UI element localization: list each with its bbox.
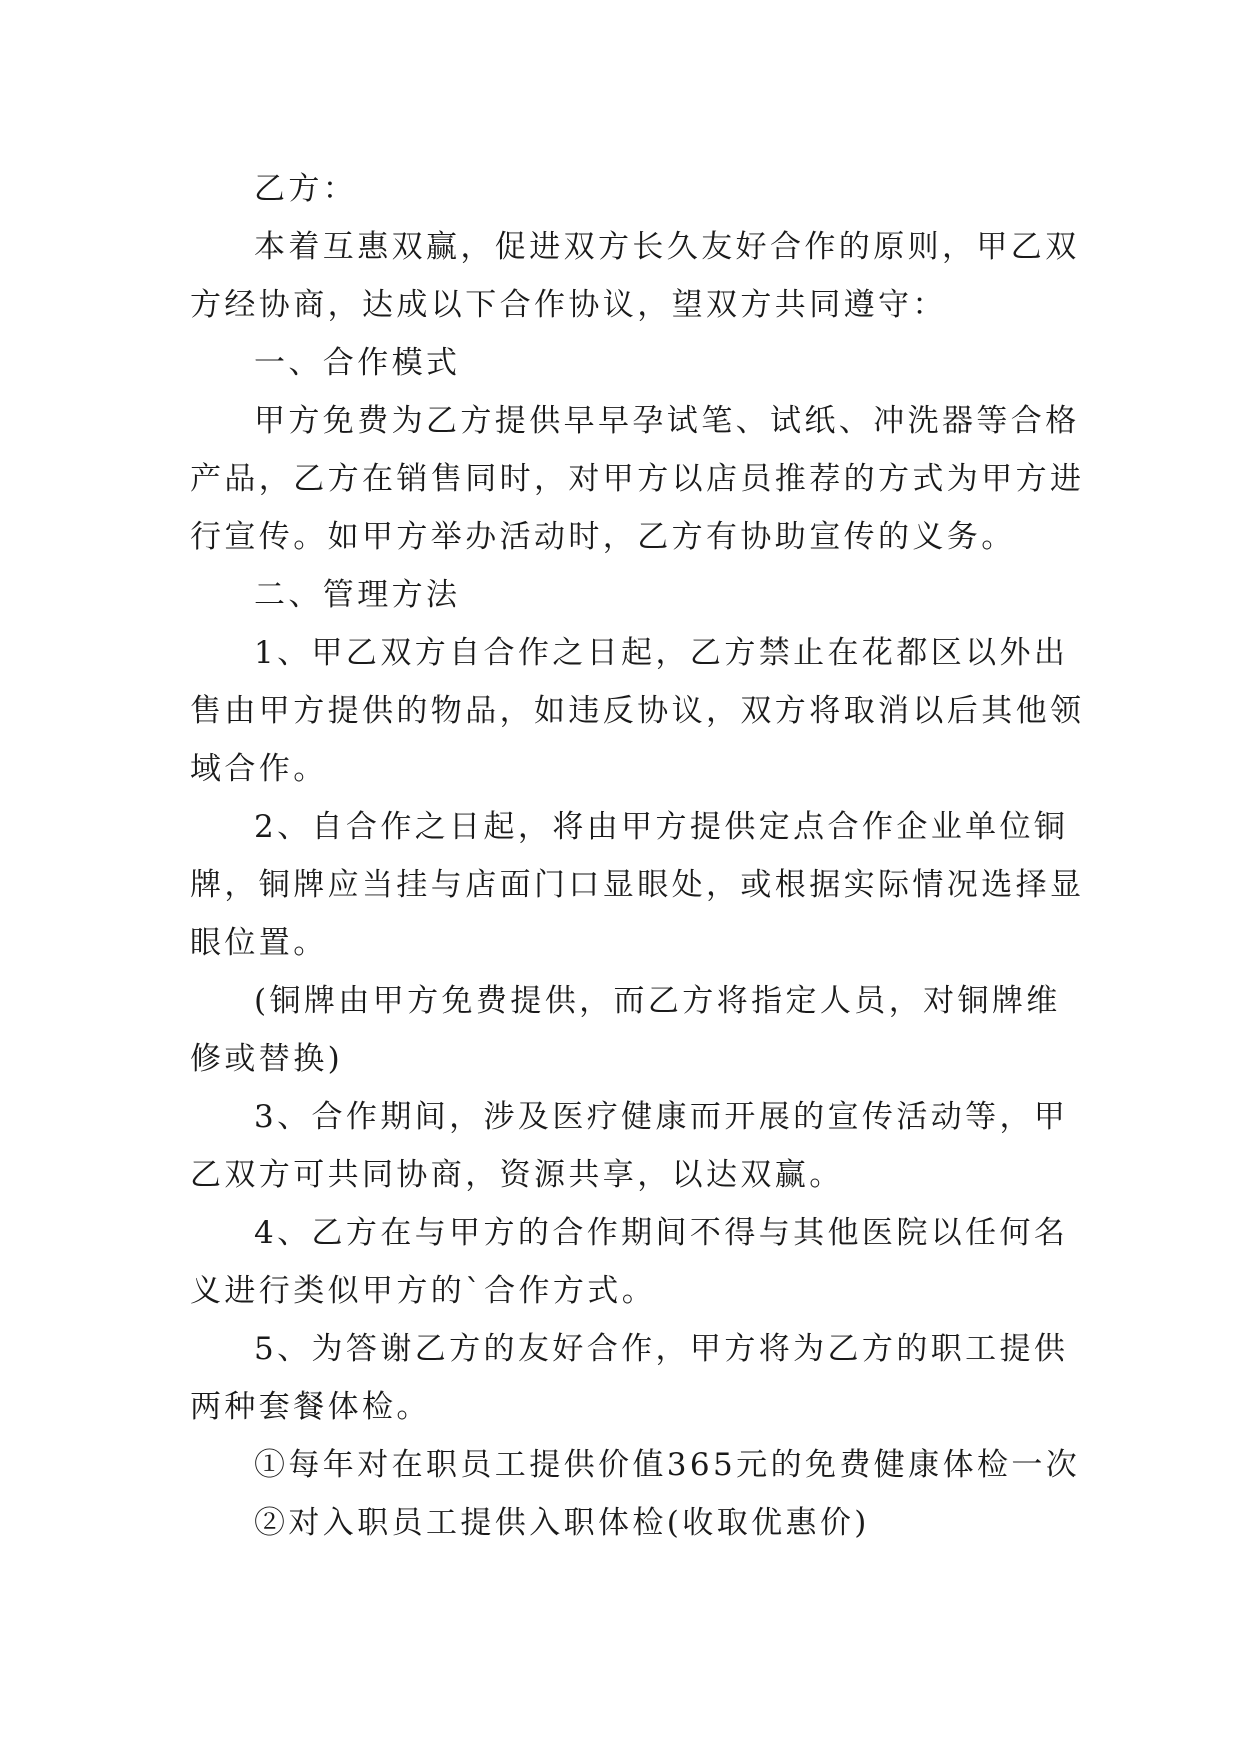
text-line: 牌，铜牌应当挂与店面门口显眼处，或根据实际情况选择显	[190, 867, 1085, 903]
text-line: (铜牌由甲方免费提供，而乙方将指定人员，对铜牌维	[254, 983, 1061, 1019]
section-heading: 一、合作模式	[254, 345, 461, 381]
text-line: 甲方免费为乙方提供早早孕试笔、试纸、冲洗器等合格	[254, 403, 1080, 439]
text-line: 乙双方可共同协商，资源共享，以达双赢。	[190, 1157, 844, 1193]
text-line: 域合作。	[190, 751, 328, 787]
text-line: 1、甲乙双方自合作之日起，乙方禁止在花都区以外出	[254, 635, 1069, 671]
text-line: 3、合作期间，涉及医疗健康而开展的宣传活动等，甲	[254, 1099, 1069, 1135]
text-line: 产品，乙方在销售同时，对甲方以店员推荐的方式为甲方进	[190, 461, 1085, 497]
text-line: 5、为答谢乙方的友好合作，甲方将为乙方的职工提供	[254, 1331, 1069, 1367]
text-line: 两种套餐体检。	[190, 1389, 431, 1425]
document-body	[190, 160, 1085, 1552]
text-line: 乙方：	[254, 171, 358, 207]
text-line: 2、自合作之日起，将由甲方提供定点合作企业单位铜	[254, 809, 1069, 845]
text-line: 4、乙方在与甲方的合作期间不得与其他医院以任何名	[254, 1215, 1069, 1251]
text-line: 义进行类似甲方的`合作方式。	[190, 1273, 657, 1309]
list-item: ②对入职员工提供入职体检(收取优惠价)	[254, 1505, 870, 1541]
text-line: 本着互惠双赢，促进双方长久友好合作的原则，甲乙双	[254, 229, 1080, 265]
section-heading: 二、管理方法	[254, 577, 461, 613]
text-line: 修或替换)	[190, 1041, 344, 1077]
text-line: 眼位置。	[190, 925, 328, 961]
text-line: 售由甲方提供的物品，如违反协议，双方将取消以后其他领	[190, 693, 1085, 729]
list-item: ①每年对在职员工提供价值365元的免费健康体检一次	[254, 1447, 1081, 1483]
text-line: 方经协商，达成以下合作协议，望双方共同遵守：	[190, 287, 947, 323]
text-line: 行宣传。如甲方举办活动时，乙方有协助宣传的义务。	[190, 519, 1016, 555]
